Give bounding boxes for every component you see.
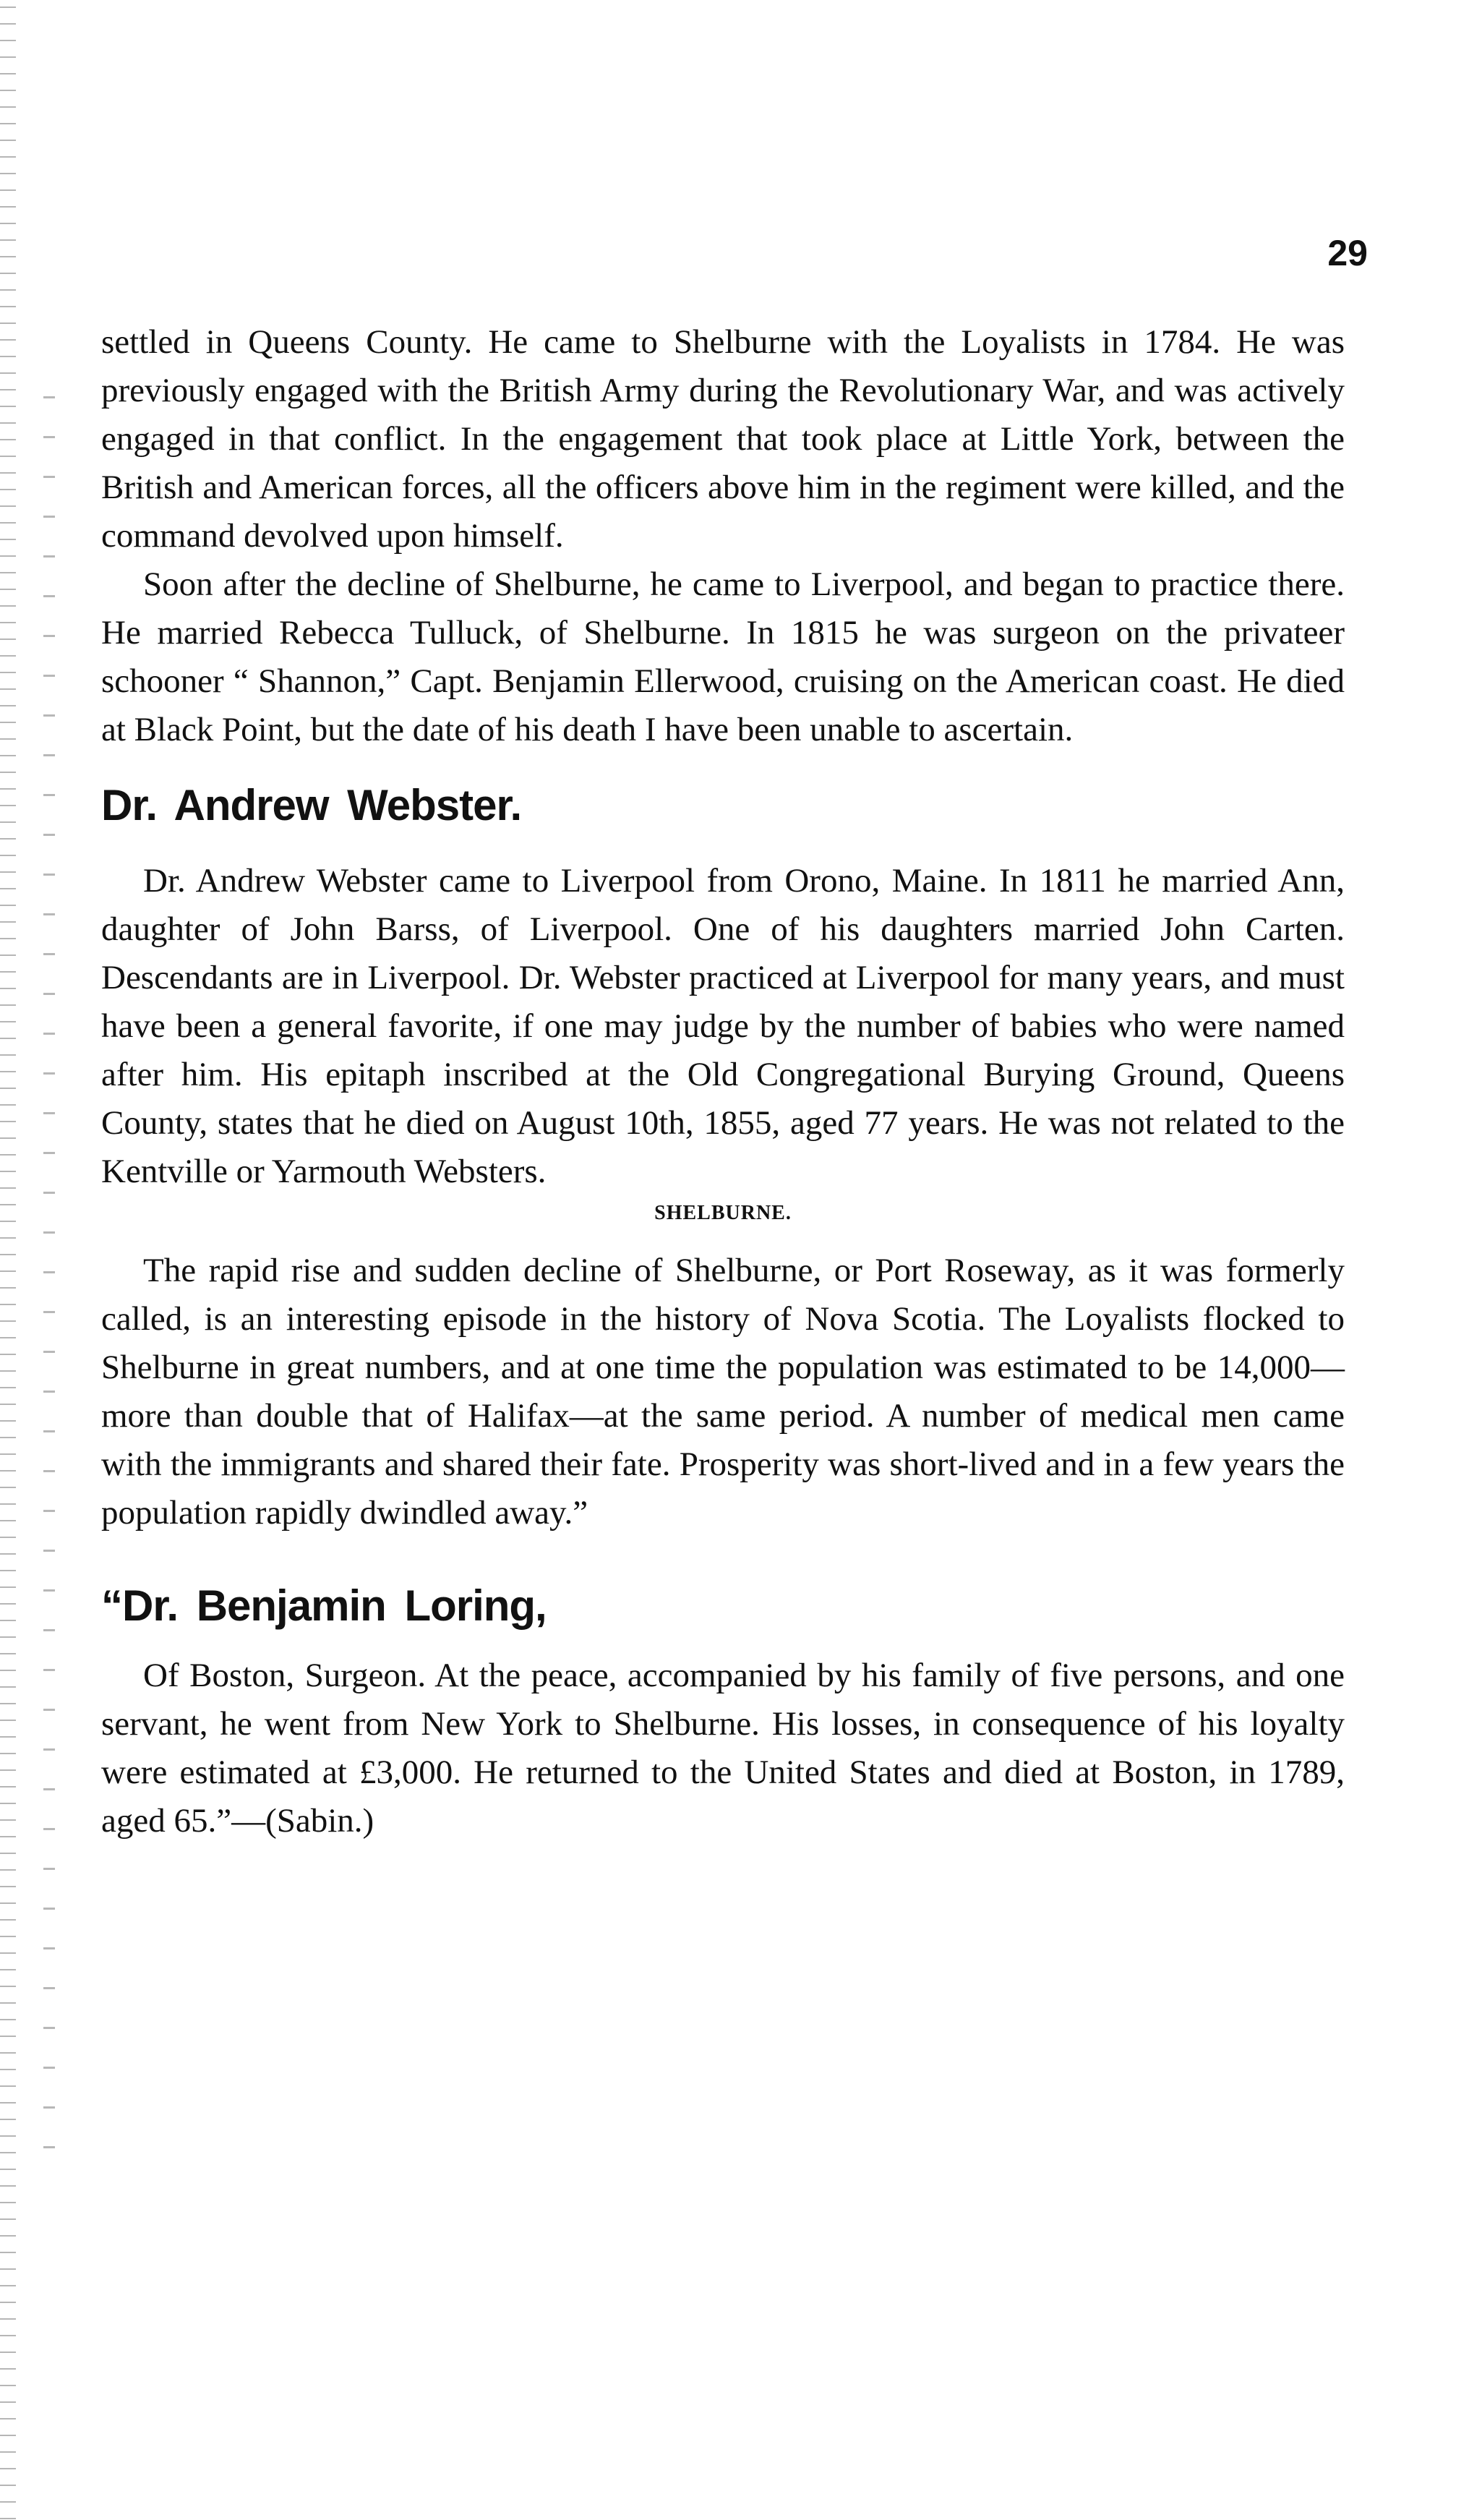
page-number: 29 <box>1327 233 1368 273</box>
paragraph: Dr. Andrew Webster came to Liverpool from Orono, Maine. In 1811 he married Ann, daughter of John Barss, of Liverpool. One of his daughters married John Carten. Descendants are in Liverpool. Dr. Webster practiced at Liverpool for many years, and must have been a general favorite, if one may judge by the number of babies who were named after him. His epitaph inscribed at the Old Congregational Burying Ground, Queens County, states that he died on August 10th, 1855, aged 77 years. He was not related to the Kentville or Yarmouth Websters. <box>101 862 1345 1190</box>
paragraph: Of Boston, Surgeon. At the peace, accompanied by his family of five persons, and one servant, he went from New York to Shelburne. His losses, in consequence of his loyalty were estimated at £3,000. He returned to the United States and died at Boston, in 1789, aged 65.”—(Sabin.) <box>101 1657 1345 1840</box>
page-body <box>101 318 1345 1845</box>
scan-margin-artifact <box>43 376 55 2184</box>
scan-edge-artifact <box>0 0 16 2520</box>
section-title-shelburne: SHELBURNE. <box>654 1202 792 1224</box>
paragraph: Soon after the decline of Shelburne, he came to Liverpool, and began to practice there. He married Rebecca Tulluck, of Shelburne. In 1815 he was surgeon on the privateer schooner “ Shannon,” Capt. Benjamin Ellerwood, cruising on the American coast. He died at Black Point, but the date of his death I have been unable to ascertain. <box>101 565 1345 748</box>
paragraph: The rapid rise and sudden decline of Shelburne, or Port Roseway, as it was formerly called, is an interesting episode in the history of Nova Scotia. The Loyalists flocked to Shelburne in great numbers, and at one time the population was estimated to be 14,000—more than double that of Halifax—at the same period. A number of medical men came with the immigrants and shared their fate. Prosperity was short-lived and in a few years the population rapidly dwindled away.” <box>101 1252 1345 1532</box>
heading-benjamin-loring: “Dr. Benjamin Loring, <box>101 1581 547 1631</box>
paragraph: settled in Queens County. He came to Shelburne with the Loyalists in 1784. He was previously engaged with the British Army during the Revolutionary War, and was actively engaged in that conflict. In the engagement that took place at Little York, between the British and American forces, all the officers above him in the regiment were killed, and the command devolved upon himself. <box>101 323 1345 555</box>
heading-andrew-webster: Dr. Andrew Webster. <box>101 781 522 829</box>
